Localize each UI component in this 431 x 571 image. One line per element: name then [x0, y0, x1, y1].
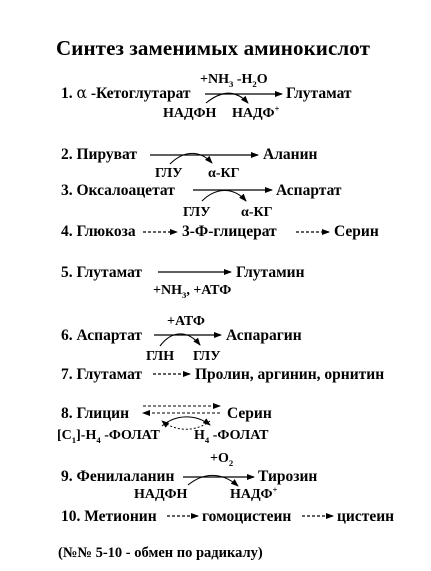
r1-substrate: 1. α -Кетоглутарат: [61, 84, 191, 102]
r1-above-reagents: $+NH_3$ $-H_2O$: [200, 72, 268, 89]
r2-transamination-arc: [170, 153, 212, 164]
r9-cofactor-left: НАДФН: [134, 487, 188, 502]
r5-substrate: 5. Глутамат: [61, 264, 143, 281]
r9-above-reagent: $+O_2$: [210, 451, 234, 468]
r4-substrate: 4. Глюкоза: [61, 223, 136, 240]
r2-substrate: 2. Пируват: [61, 146, 137, 163]
r5-reagents: $+NH_3$, +АТФ: [153, 283, 232, 300]
r6-product: Аспарагин: [226, 327, 302, 344]
r10-intermediate: гомоцистеин: [202, 508, 292, 525]
r9-cofactor-arc: [188, 475, 238, 486]
r1-cofactor-right: НАДФ+: [232, 103, 280, 121]
r4-product: Серин: [334, 223, 379, 240]
r8-cofactor-right: $H_4$ -ФОЛАТ: [194, 428, 269, 445]
r6-above-reagent: +АТФ: [167, 314, 205, 329]
r5-product: Глутамин: [236, 264, 305, 281]
r3-transamination-arc: [202, 191, 246, 202]
r7-substrate: 7. Глутамат: [61, 366, 143, 383]
r3-cosubstrate-left: ГЛУ: [183, 205, 211, 220]
r8-cofactor-left: $[C_1]-H_4$ -ФОЛАТ: [57, 428, 160, 445]
r7-products: Пролин, аргинин, орнитин: [195, 366, 385, 383]
r2-product: Аланин: [263, 146, 318, 163]
r6-substrate: 6. Аспартат: [61, 327, 143, 344]
r3-cosubstrate-right: α-КГ: [241, 205, 273, 220]
r10-substrate: 10. Метионин: [61, 508, 157, 525]
r6-cosubstrate-left: ГЛН: [146, 349, 175, 364]
r1-cofactor-left: НАДФН: [163, 106, 217, 121]
r6-cosubstrate-right: ГЛУ: [193, 349, 221, 364]
r9-cofactor-right: НАДФ+: [230, 484, 278, 502]
r9-substrate: 9. Фенилаланин: [61, 468, 175, 485]
r9-product: Тирозин: [258, 468, 318, 485]
r3-substrate: 3. Оксалоацетат: [61, 182, 175, 199]
r3-product: Аспартат: [276, 182, 342, 199]
r2-cosubstrate-left: ГЛУ: [155, 166, 183, 181]
r8-folate-arc-forward: [162, 417, 210, 426]
r8-product: Серин: [227, 405, 272, 422]
r6-amide-arc: [160, 334, 200, 346]
page-title: Синтез заменимых аминокислот: [56, 36, 371, 60]
r1-cofactor-arc: [206, 93, 248, 103]
r8-substrate: 8. Глицин: [61, 405, 130, 422]
r10-product: цистеин: [337, 508, 395, 525]
r2-cosubstrate-right: α-КГ: [208, 166, 240, 181]
r1-product: Глутамат: [286, 85, 352, 102]
r4-intermediate: 3-Ф-глицерат: [182, 223, 277, 240]
footnote: (№№ 5-10 - обмен по радикалу): [58, 545, 263, 561]
